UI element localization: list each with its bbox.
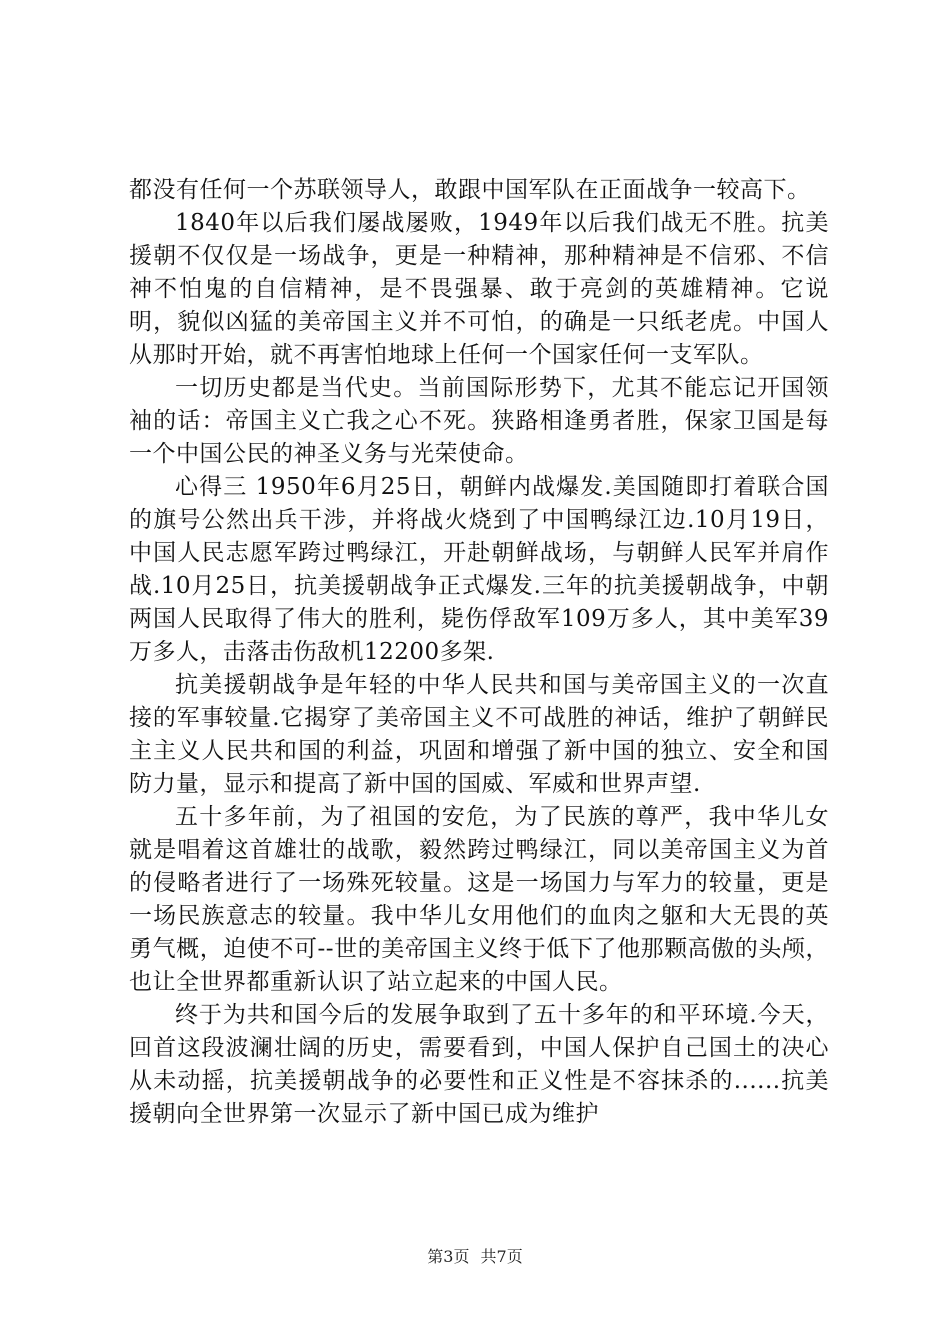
- page-total: 共7页: [480, 1247, 523, 1266]
- page-footer: [0, 1244, 950, 1267]
- page-number: 第3页: [427, 1247, 470, 1266]
- paragraph-2: 1840年以后我们屡战屡败，1949年以后我们战无不胜。抗美援朝不仅仅是一场战争，更是一种精神，那种精神是不信邪、不信神不怕鬼的自信精神，是不畏强暴、敢于亮剑的英雄精神。它说明，貌似凶猛的美帝国主义并不可怕，的确是一只纸老虎。中国人从那时开始，就不再害怕地球上任何一个国家任何一支军队。: [129, 210, 829, 368]
- paragraph-6: 五十多年前，为了祖国的安危，为了民族的尊严，我中华儿女就是唱着这首雄壮的战歌，毅然跨过鸭绿江，同以美帝国主义为首的侵略者进行了一场殊死较量。这是一场国力与军力的较量，更是一场民族意志的较量。我中华儿女用他们的血肉之躯和大无畏的英勇气概，迫使不可--世的美帝国主义终于低下了他那颗高傲的头颅，也让全世界都重新认识了站立起来的中国人民。: [129, 804, 829, 995]
- document-body: [129, 174, 829, 1131]
- paragraph-5: 抗美援朝战争是年轻的中华人民共和国与美帝国主义的一次直接的军事较量.它揭穿了美帝国主义不可战胜的神话，维护了朝鲜民主主义人民共和国的利益，巩固和增强了新中国的独立、安全和国防力量，显示和提高了新中国的国威、军威和世界声望.: [129, 672, 829, 797]
- paragraph-3: 一切历史都是当代史。当前国际形势下，尤其不能忘记开国领袖的话：帝国主义亡我之心不死。狭路相逢勇者胜，保家卫国是每一个中国公民的神圣义务与光荣使命。: [129, 375, 829, 467]
- paragraph-7: 终于为共和国今后的发展争取到了五十多年的和平环境.今天，回首这段波澜壮阔的历史，需要看到，中国人保护自己国土的决心从未动摇，抗美援朝战争的必要性和正义性是不容抹杀的......抗美援朝向全世界第一次显示了新中国已成为维护: [129, 1002, 829, 1127]
- paragraph-1: 都没有任何一个苏联领导人，敢跟中国军队在正面战争一较高下。: [129, 177, 811, 203]
- paragraph-4: 心得三 1950年6月25日，朝鲜内战爆发.美国随即打着联合国的旗号公然出兵干涉，并将战火烧到了中国鸭绿江边.10月19日，中国人民志愿军跨过鸭绿江，开赴朝鲜战场，与朝鲜人民军并肩作战.10月25日，抗美援朝战争正式爆发.三年的抗美援朝战争，中朝两国人民取得了伟大的胜利，毙伤俘敌军109万多人，其中美军39万多人，击落击伤敌机12200多架.: [129, 474, 829, 665]
